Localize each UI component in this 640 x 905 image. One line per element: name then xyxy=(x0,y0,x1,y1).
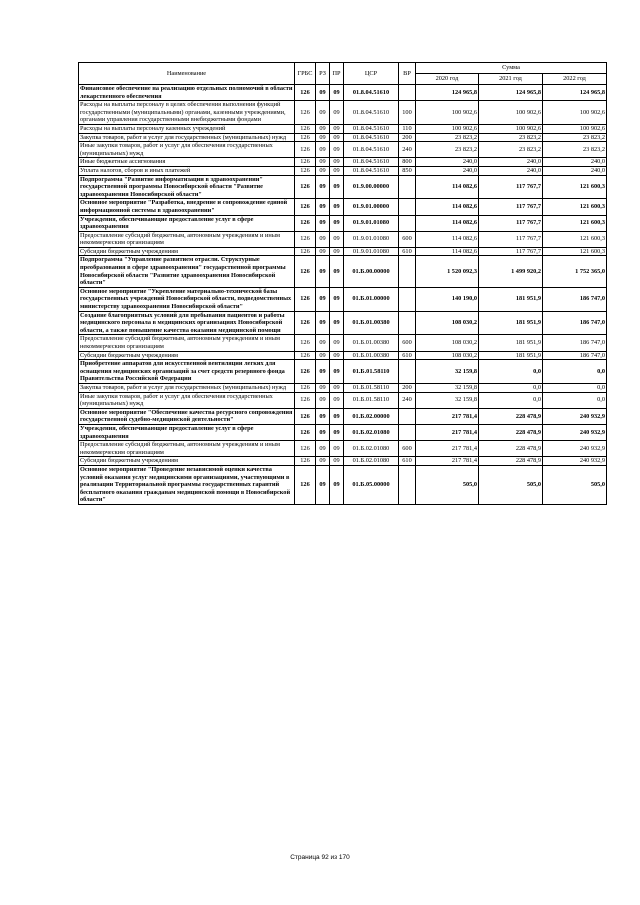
row-vr xyxy=(399,175,416,199)
table-row xyxy=(79,142,607,158)
row-csr: 01.9.01.01080 xyxy=(344,215,399,231)
row-rz: 09 xyxy=(316,360,330,384)
row-pr: 09 xyxy=(330,124,344,133)
row-sum-2022: 240 932,9 xyxy=(543,424,607,440)
row-rz: 09 xyxy=(316,85,330,101)
table-row xyxy=(79,392,607,408)
row-sum-2020: 23 823,2 xyxy=(416,133,479,142)
row-vr xyxy=(399,465,416,504)
row-pr: 09 xyxy=(330,360,344,384)
header-vr: ВР xyxy=(399,63,416,85)
row-grbs: 126 xyxy=(295,424,316,440)
row-grbs: 126 xyxy=(295,231,316,247)
row-vr xyxy=(399,424,416,440)
row-sum-2021: 23 823,2 xyxy=(479,133,543,142)
row-name: Учреждения, обеспечивающие предоставление услуг в сфере здравоохранения xyxy=(79,215,295,231)
row-vr: 200 xyxy=(399,133,416,142)
row-name: Предоставление субсидий бюджетным, автономным учреждениям и иным некоммерческим организациям xyxy=(79,231,295,247)
row-vr: 240 xyxy=(399,392,416,408)
table-row xyxy=(79,124,607,133)
row-pr: 09 xyxy=(330,215,344,231)
row-sum-2022: 505,0 xyxy=(543,465,607,504)
row-vr: 610 xyxy=(399,351,416,360)
row-sum-2021: 0,0 xyxy=(479,360,543,384)
row-rz: 09 xyxy=(316,465,330,504)
row-name: Приобретение аппаратов для искусственной вентиляции легких для оснащения медицинских организаций за счет средств резервного фонда Правительства Российской Федерации xyxy=(79,360,295,384)
row-vr: 240 xyxy=(399,142,416,158)
row-grbs: 126 xyxy=(295,215,316,231)
row-sum-2022: 121 600,3 xyxy=(543,247,607,256)
row-vr xyxy=(399,199,416,215)
row-name: Субсидии бюджетным учреждениям xyxy=(79,351,295,360)
table-row xyxy=(79,256,607,287)
row-sum-2022: 124 965,8 xyxy=(543,85,607,101)
row-name: Иные закупки товаров, работ и услуг для обеспечения государственных (муниципальных) нужд xyxy=(79,142,295,158)
header-rz: РЗ xyxy=(316,63,330,85)
row-vr xyxy=(399,360,416,384)
row-sum-2020: 100 902,6 xyxy=(416,101,479,125)
row-grbs: 126 xyxy=(295,142,316,158)
row-sum-2021: 0,0 xyxy=(479,392,543,408)
table-row xyxy=(79,247,607,256)
row-sum-2020: 32 159,8 xyxy=(416,392,479,408)
row-csr: 01.9.01.00000 xyxy=(344,199,399,215)
row-pr: 09 xyxy=(330,85,344,101)
row-pr: 09 xyxy=(330,142,344,158)
row-rz: 09 xyxy=(316,457,330,466)
row-rz: 09 xyxy=(316,408,330,424)
table-row xyxy=(79,287,607,311)
row-sum-2021: 240,0 xyxy=(479,166,543,175)
row-sum-2022: 240 932,9 xyxy=(543,408,607,424)
row-csr: 01.Б.02.01080 xyxy=(344,424,399,440)
row-grbs: 126 xyxy=(295,465,316,504)
row-sum-2022: 121 600,3 xyxy=(543,215,607,231)
row-name: Иные закупки товаров, работ и услуг для обеспечения государственных (муниципальных) нужд xyxy=(79,392,295,408)
row-grbs: 126 xyxy=(295,360,316,384)
table-row xyxy=(79,383,607,392)
row-rz: 09 xyxy=(316,311,330,335)
row-csr: 01.8.04.51610 xyxy=(344,166,399,175)
row-csr: 01.8.04.51610 xyxy=(344,124,399,133)
header-pr: ПР xyxy=(330,63,344,85)
row-sum-2022: 121 600,3 xyxy=(543,175,607,199)
row-sum-2021: 124 965,8 xyxy=(479,85,543,101)
table-row xyxy=(79,158,607,167)
row-sum-2022: 100 902,6 xyxy=(543,124,607,133)
header-2022: 2022 год xyxy=(543,74,607,85)
row-rz: 09 xyxy=(316,142,330,158)
table-row xyxy=(79,424,607,440)
table-row xyxy=(79,465,607,504)
row-grbs: 126 xyxy=(295,311,316,335)
row-sum-2022: 23 823,2 xyxy=(543,142,607,158)
row-rz: 09 xyxy=(316,247,330,256)
row-csr: 01.Б.01.00380 xyxy=(344,351,399,360)
table-row xyxy=(79,457,607,466)
row-grbs: 126 xyxy=(295,101,316,125)
row-csr: 01.Б.01.00000 xyxy=(344,287,399,311)
row-grbs: 126 xyxy=(295,158,316,167)
row-rz: 09 xyxy=(316,133,330,142)
row-sum-2021: 100 902,6 xyxy=(479,124,543,133)
row-name: Закупка товаров, работ и услуг для государственных (муниципальных) нужд xyxy=(79,133,295,142)
row-rz: 09 xyxy=(316,231,330,247)
budget-table-container xyxy=(78,62,606,505)
row-pr: 09 xyxy=(330,199,344,215)
row-vr: 110 xyxy=(399,124,416,133)
header-2021: 2021 год xyxy=(479,74,543,85)
row-grbs: 126 xyxy=(295,175,316,199)
row-sum-2021: 181 951,9 xyxy=(479,311,543,335)
table-row xyxy=(79,351,607,360)
row-pr: 09 xyxy=(330,408,344,424)
row-pr: 09 xyxy=(330,441,344,457)
row-sum-2021: 0,0 xyxy=(479,383,543,392)
row-sum-2021: 117 767,7 xyxy=(479,215,543,231)
row-sum-2020: 100 902,6 xyxy=(416,124,479,133)
row-sum-2020: 217 781,4 xyxy=(416,408,479,424)
row-vr: 100 xyxy=(399,101,416,125)
table-row xyxy=(79,335,607,351)
row-sum-2021: 240,0 xyxy=(479,158,543,167)
row-sum-2021: 228 478,9 xyxy=(479,408,543,424)
table-row xyxy=(79,360,607,384)
row-sum-2022: 121 600,3 xyxy=(543,199,607,215)
table-row xyxy=(79,231,607,247)
row-csr: 01.9.01.01080 xyxy=(344,231,399,247)
row-pr: 09 xyxy=(330,457,344,466)
row-sum-2021: 228 478,9 xyxy=(479,457,543,466)
table-row xyxy=(79,441,607,457)
row-grbs: 126 xyxy=(295,166,316,175)
row-name: Расходы на выплаты персоналу в целях обеспечения выполнения функций государственными (муниципальными) органами, казенными учреждениями, органами управления государственными внебюджетными фондами xyxy=(79,101,295,125)
row-csr: 01.Б.02.01080 xyxy=(344,457,399,466)
row-pr: 09 xyxy=(330,351,344,360)
row-sum-2020: 114 082,6 xyxy=(416,199,479,215)
row-pr: 09 xyxy=(330,231,344,247)
header-2020: 2020 год xyxy=(416,74,479,85)
row-pr: 09 xyxy=(330,465,344,504)
row-sum-2021: 181 951,9 xyxy=(479,351,543,360)
row-name: Закупка товаров, работ и услуг для государственных (муниципальных) нужд xyxy=(79,383,295,392)
row-rz: 09 xyxy=(316,124,330,133)
row-grbs: 126 xyxy=(295,392,316,408)
row-sum-2020: 1 520 092,3 xyxy=(416,256,479,287)
row-vr xyxy=(399,287,416,311)
row-name: Основное мероприятие "Укрепление материально-технической базы государственных учреждений Новосибирской области, подведомственных министерству здравоохранения Новосибирской области" xyxy=(79,287,295,311)
row-csr: 01.9.01.01080 xyxy=(344,247,399,256)
row-sum-2020: 108 030,2 xyxy=(416,335,479,351)
row-rz: 09 xyxy=(316,215,330,231)
row-name: Предоставление субсидий бюджетным, автономным учреждениям и иным некоммерческим организациям xyxy=(79,441,295,457)
row-sum-2022: 0,0 xyxy=(543,392,607,408)
row-name: Предоставление субсидий бюджетным, автономным учреждениям и иным некоммерческим организациям xyxy=(79,335,295,351)
row-rz: 09 xyxy=(316,199,330,215)
row-rz: 09 xyxy=(316,392,330,408)
row-pr: 09 xyxy=(330,424,344,440)
row-sum-2021: 117 767,7 xyxy=(479,199,543,215)
row-csr: 01.8.04.51610 xyxy=(344,142,399,158)
row-csr: 01.Б.01.58110 xyxy=(344,360,399,384)
row-grbs: 126 xyxy=(295,351,316,360)
row-name: Уплата налогов, сборов и иных платежей xyxy=(79,166,295,175)
row-sum-2020: 217 781,4 xyxy=(416,457,479,466)
row-sum-2022: 186 747,0 xyxy=(543,311,607,335)
row-name: Подпрограмма "Развитие информатизации в здравоохранении" государственной программы Новосибирской области "Развитие здравоохранения Новосибирской области" xyxy=(79,175,295,199)
row-sum-2020: 108 030,2 xyxy=(416,311,479,335)
row-csr: 01.Б.01.00380 xyxy=(344,311,399,335)
row-vr xyxy=(399,85,416,101)
table-row xyxy=(79,408,607,424)
row-sum-2020: 217 781,4 xyxy=(416,424,479,440)
row-name: Учреждения, обеспечивающие предоставление услуг в сфере здравоохранения xyxy=(79,424,295,440)
row-sum-2020: 108 030,2 xyxy=(416,351,479,360)
row-sum-2022: 186 747,0 xyxy=(543,335,607,351)
table-row xyxy=(79,166,607,175)
row-sum-2021: 228 478,9 xyxy=(479,441,543,457)
row-sum-2020: 114 082,6 xyxy=(416,175,479,199)
row-sum-2022: 240 932,9 xyxy=(543,457,607,466)
row-rz: 09 xyxy=(316,101,330,125)
table-row xyxy=(79,311,607,335)
row-name: Субсидии бюджетным учреждениям xyxy=(79,247,295,256)
row-sum-2020: 114 082,6 xyxy=(416,247,479,256)
row-sum-2021: 1 499 920,2 xyxy=(479,256,543,287)
row-vr: 600 xyxy=(399,441,416,457)
row-pr: 09 xyxy=(330,383,344,392)
row-pr: 09 xyxy=(330,335,344,351)
row-csr: 01.8.04.51610 xyxy=(344,85,399,101)
row-sum-2022: 23 823,2 xyxy=(543,133,607,142)
row-sum-2022: 186 747,0 xyxy=(543,351,607,360)
row-rz: 09 xyxy=(316,383,330,392)
row-sum-2020: 217 781,4 xyxy=(416,441,479,457)
row-sum-2020: 140 190,0 xyxy=(416,287,479,311)
header-csr: ЦСР xyxy=(344,63,399,85)
row-sum-2020: 114 082,6 xyxy=(416,215,479,231)
row-vr: 800 xyxy=(399,158,416,167)
row-csr: 01.Б.01.58110 xyxy=(344,383,399,392)
row-csr: 01.8.04.51610 xyxy=(344,101,399,125)
row-grbs: 126 xyxy=(295,133,316,142)
row-csr: 01.Б.01.58110 xyxy=(344,392,399,408)
row-vr: 610 xyxy=(399,457,416,466)
row-grbs: 126 xyxy=(295,85,316,101)
row-pr: 09 xyxy=(330,247,344,256)
row-vr xyxy=(399,256,416,287)
row-vr: 850 xyxy=(399,166,416,175)
row-pr: 09 xyxy=(330,311,344,335)
row-grbs: 126 xyxy=(295,247,316,256)
row-pr: 09 xyxy=(330,175,344,199)
row-pr: 09 xyxy=(330,158,344,167)
page-number: Страница 92 из 170 xyxy=(290,854,350,861)
row-sum-2021: 23 823,2 xyxy=(479,142,543,158)
row-csr: 01.9.00.00000 xyxy=(344,175,399,199)
row-csr: 01.Б.02.00000 xyxy=(344,408,399,424)
row-sum-2020: 505,0 xyxy=(416,465,479,504)
row-csr: 01.Б.05.00000 xyxy=(344,465,399,504)
row-vr: 200 xyxy=(399,383,416,392)
row-rz: 09 xyxy=(316,175,330,199)
row-grbs: 126 xyxy=(295,124,316,133)
row-grbs: 126 xyxy=(295,287,316,311)
table-body xyxy=(79,85,607,505)
row-grbs: 126 xyxy=(295,256,316,287)
row-rz: 09 xyxy=(316,256,330,287)
row-vr xyxy=(399,311,416,335)
row-name: Создание благоприятных условий для пребывания пациентов и работы медицинского персонала в медицинских организациях Новосибирской области, а также повышение качества оказания медицинской помощи xyxy=(79,311,295,335)
row-sum-2020: 23 823,2 xyxy=(416,142,479,158)
row-sum-2022: 0,0 xyxy=(543,360,607,384)
table-row xyxy=(79,101,607,125)
row-rz: 09 xyxy=(316,424,330,440)
row-pr: 09 xyxy=(330,101,344,125)
row-rz: 09 xyxy=(316,166,330,175)
row-rz: 09 xyxy=(316,287,330,311)
row-grbs: 126 xyxy=(295,457,316,466)
row-name: Субсидии бюджетным учреждениям xyxy=(79,457,295,466)
row-grbs: 126 xyxy=(295,441,316,457)
header-name: Наименование xyxy=(79,63,295,85)
row-vr xyxy=(399,408,416,424)
row-sum-2022: 240 932,9 xyxy=(543,441,607,457)
row-name: Иные бюджетные ассигнования xyxy=(79,158,295,167)
row-name: Подпрограмма "Управление развитием отрасли. Структурные преобразования в сфере здравоохранения" государственной программы Новосибирской области "Развитие здравоохранения Новосибирской области" xyxy=(79,256,295,287)
row-name: Основное мероприятие "Обеспечение качества ресурсного сопровождения государственной судебно-медицинской деятельности" xyxy=(79,408,295,424)
row-sum-2022: 121 600,3 xyxy=(543,231,607,247)
row-sum-2021: 228 478,9 xyxy=(479,424,543,440)
row-name: Основное мероприятие "Проведение независимой оценки качества условий оказания услуг медицинскими организациями, участвующими в реализации Территориальной программы государственных гарантий бесплатного оказания гражданам медицинской помощи в Новосибирской области" xyxy=(79,465,295,504)
row-vr: 610 xyxy=(399,247,416,256)
row-pr: 09 xyxy=(330,287,344,311)
table-row xyxy=(79,215,607,231)
row-grbs: 126 xyxy=(295,383,316,392)
row-pr: 09 xyxy=(330,392,344,408)
header-grbs: ГРБС xyxy=(295,63,316,85)
row-csr: 01.Б.00.00000 xyxy=(344,256,399,287)
table-row xyxy=(79,199,607,215)
row-sum-2022: 100 902,6 xyxy=(543,101,607,125)
row-sum-2020: 32 159,8 xyxy=(416,360,479,384)
row-sum-2020: 114 082,6 xyxy=(416,231,479,247)
row-sum-2021: 100 902,6 xyxy=(479,101,543,125)
row-sum-2021: 181 951,9 xyxy=(479,335,543,351)
row-name: Расходы на выплаты персоналу казенных учреждений xyxy=(79,124,295,133)
row-sum-2020: 32 159,8 xyxy=(416,383,479,392)
row-csr: 01.Б.02.01080 xyxy=(344,441,399,457)
row-sum-2021: 117 767,7 xyxy=(479,231,543,247)
row-sum-2021: 505,0 xyxy=(479,465,543,504)
row-sum-2022: 0,0 xyxy=(543,383,607,392)
row-csr: 01.8.04.51610 xyxy=(344,133,399,142)
row-csr: 01.8.04.51610 xyxy=(344,158,399,167)
row-rz: 09 xyxy=(316,441,330,457)
table-row xyxy=(79,133,607,142)
row-vr: 600 xyxy=(399,335,416,351)
row-csr: 01.Б.01.00380 xyxy=(344,335,399,351)
row-grbs: 126 xyxy=(295,199,316,215)
row-name: Основное мероприятие "Разработка, внедрение и сопровождение единой информационной системы в здравоохранении" xyxy=(79,199,295,215)
row-sum-2022: 1 752 365,0 xyxy=(543,256,607,287)
row-sum-2021: 117 767,7 xyxy=(479,175,543,199)
row-pr: 09 xyxy=(330,256,344,287)
row-grbs: 126 xyxy=(295,408,316,424)
budget-table xyxy=(78,62,607,505)
row-sum-2020: 240,0 xyxy=(416,158,479,167)
row-sum-2021: 117 767,7 xyxy=(479,247,543,256)
row-sum-2022: 186 747,0 xyxy=(543,287,607,311)
row-vr: 600 xyxy=(399,231,416,247)
table-row xyxy=(79,85,607,101)
row-grbs: 126 xyxy=(295,335,316,351)
row-sum-2022: 240,0 xyxy=(543,166,607,175)
row-rz: 09 xyxy=(316,335,330,351)
row-pr: 09 xyxy=(330,166,344,175)
row-name: Финансовое обеспечение на реализацию отдельных полномочий в области лекарственного обеспечения xyxy=(80,85,293,100)
row-sum-2021: 181 951,9 xyxy=(479,287,543,311)
row-sum-2020: 240,0 xyxy=(416,166,479,175)
row-sum-2022: 240,0 xyxy=(543,158,607,167)
table-row xyxy=(79,175,607,199)
header-sum: Сумма xyxy=(416,63,607,74)
row-rz: 09 xyxy=(316,351,330,360)
row-sum-2020: 124 965,8 xyxy=(416,85,479,101)
row-pr: 09 xyxy=(330,133,344,142)
row-vr xyxy=(399,215,416,231)
row-rz: 09 xyxy=(316,158,330,167)
